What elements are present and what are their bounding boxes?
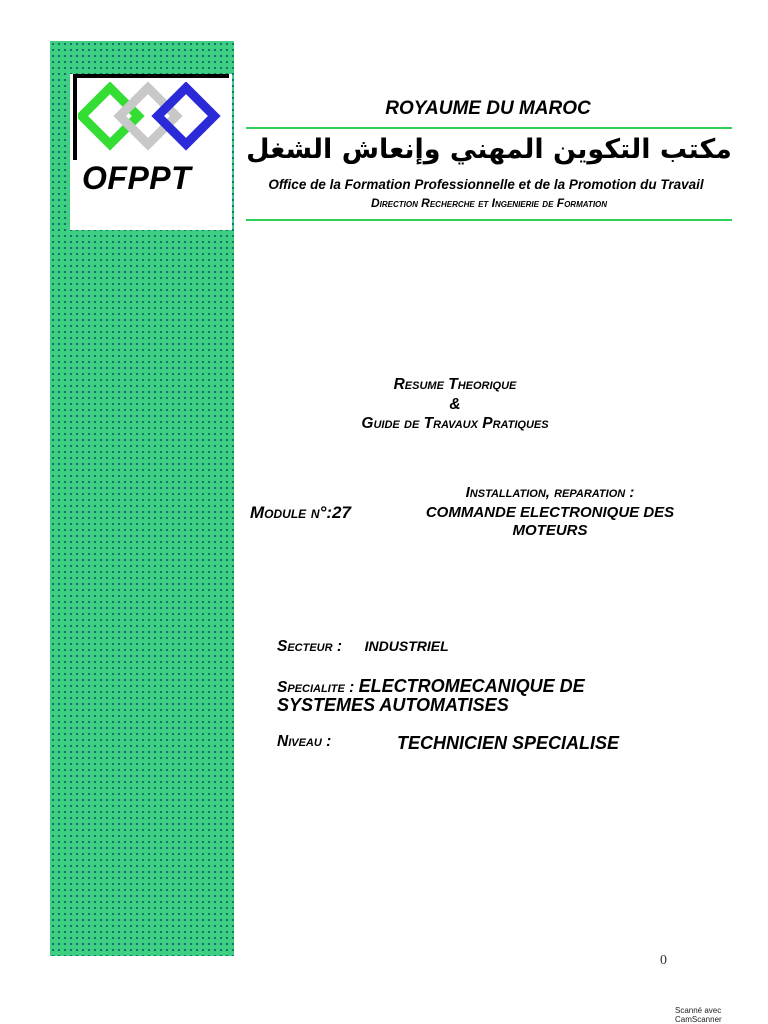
- logo-text: OFPPT: [82, 160, 192, 196]
- page-number: 0: [660, 953, 667, 968]
- document-title-line3: Guide de Travaux Pratiques: [361, 415, 549, 432]
- niveau-row: [277, 733, 331, 751]
- module-title-line3: MOTEURS: [512, 522, 588, 539]
- scanner-watermark: Scanné avec CamScanner: [675, 1006, 722, 1024]
- document-title-ampersand: &: [449, 396, 461, 413]
- secteur-label: Secteur :: [277, 638, 343, 655]
- module-title-line2: COMMANDE ELECTRONIQUE DES: [425, 504, 675, 521]
- arabic-organization-name: مكتب التكوين المهني وإنعاش الشغل: [246, 134, 732, 165]
- secteur-value: INDUSTRIEL: [364, 638, 449, 654]
- module-title-line1: Installation, reparation :: [465, 484, 635, 501]
- module-label: Module n°:27: [250, 503, 351, 522]
- niveau-value: TECHNICIEN SPECIALISE: [397, 733, 620, 753]
- specialite-value: ELECTROMECANIQUE DE: [358, 676, 585, 696]
- office-name: Office de la Formation Professionnelle et de la Promotion du Travail: [268, 177, 704, 192]
- niveau-label: Niveau :: [277, 733, 332, 750]
- specialite-value-line2: SYSTEMES AUTOMATISES: [277, 695, 509, 715]
- logo-frame: [73, 74, 77, 160]
- logo-frame: [73, 74, 229, 78]
- ofppt-logo-icon: [78, 82, 234, 158]
- specialite-label: Specialite :: [277, 679, 355, 696]
- specialite-row: [277, 676, 585, 697]
- direction-name: Direction Recherche et Ingenierie de Formation: [370, 196, 608, 210]
- document-title-line1: Resume Theorique: [393, 376, 517, 393]
- divider: [246, 219, 732, 221]
- divider: [246, 127, 732, 129]
- kingdom-heading: ROYAUME DU MAROC: [385, 98, 591, 119]
- secteur-row: [277, 638, 449, 656]
